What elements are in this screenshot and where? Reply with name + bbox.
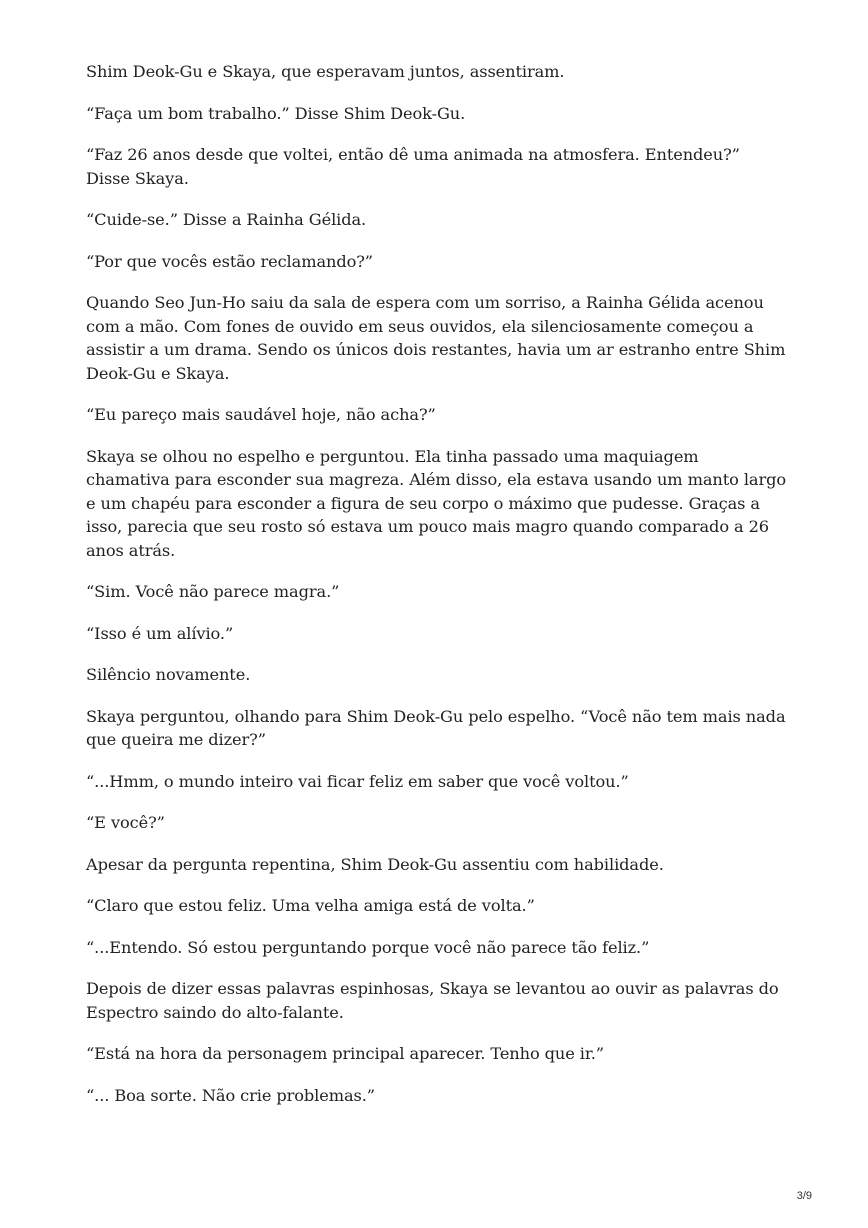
paragraph: Shim Deok-Gu e Skaya, que esperavam juntos, assentiram. (86, 62, 565, 81)
paragraph: “Está na hora da personagem principal aparecer. Tenho que ir.” (86, 1044, 604, 1063)
paragraph: “... Boa sorte. Não crie problemas.” (86, 1085, 375, 1105)
paragraph: Skaya perguntou, olhando para Shim Deok-Gu pelo espelho. “Você não tem mais nada que queira me dizer?” (86, 706, 786, 749)
paragraph: “Isso é um alívio.” (86, 623, 234, 643)
paragraph: Quando Seo Jun-Ho saiu da sala de espera com um sorriso, a Rainha Gélida acenou com a mão. Com fones de ouvido em seus ouvidos, ela silenciosamente começou a assistir a um drama. Sendo os únicos dois restantes, havia um ar estranho entre Shim Deok-Gu e Skaya. (86, 293, 786, 383)
page-number: 3/9 (796, 1190, 812, 1202)
paragraph: “Cuide-se.” Disse a Rainha Gélida. (86, 210, 367, 229)
paragraph: “Eu pareço mais saudável hoje, não acha?” (86, 405, 436, 424)
paragraph: “Faz 26 anos desde que voltei, então dê uma animada na atmosfera. Entendeu?” Disse Skaya. (86, 145, 740, 188)
paragraph: “...Hmm, o mundo inteiro vai ficar feliz em saber que você voltou.” (86, 771, 629, 791)
paragraph: “Claro que estou feliz. Uma velha amiga está de volta.” (86, 896, 535, 915)
paragraph: “E você?” (86, 813, 165, 832)
document-body (86, 60, 786, 1125)
paragraph: Depois de dizer essas palavras espinhosas, Skaya se levantou ao ouvir as palavras do Espectro saindo do alto-falante. (86, 979, 779, 1022)
paragraph: Apesar da pergunta repentina, Shim Deok-Gu assentiu com habilidade. (86, 854, 664, 874)
paragraph: “Faça um bom trabalho.” Disse Shim Deok-Gu. (86, 103, 466, 123)
paragraph: Silêncio novamente. (86, 665, 251, 684)
paragraph: “Sim. Você não parece magra.” (86, 582, 340, 601)
paragraph: “Por que vocês estão reclamando?” (86, 251, 373, 271)
paragraph: Skaya se olhou no espelho e perguntou. Ela tinha passado uma maquiagem chamativa para esconder sua magreza. Além disso, ela estava usando um manto largo e um chapéu para esconder a figura de seu corpo o máximo que pudesse. Graças a isso, parecia que seu rosto só estava um pouco mais magro quando comparado a 26 anos atrás. (86, 446, 786, 560)
paragraph: “...Entendo. Só estou perguntando porque você não parece tão feliz.” (86, 937, 650, 957)
